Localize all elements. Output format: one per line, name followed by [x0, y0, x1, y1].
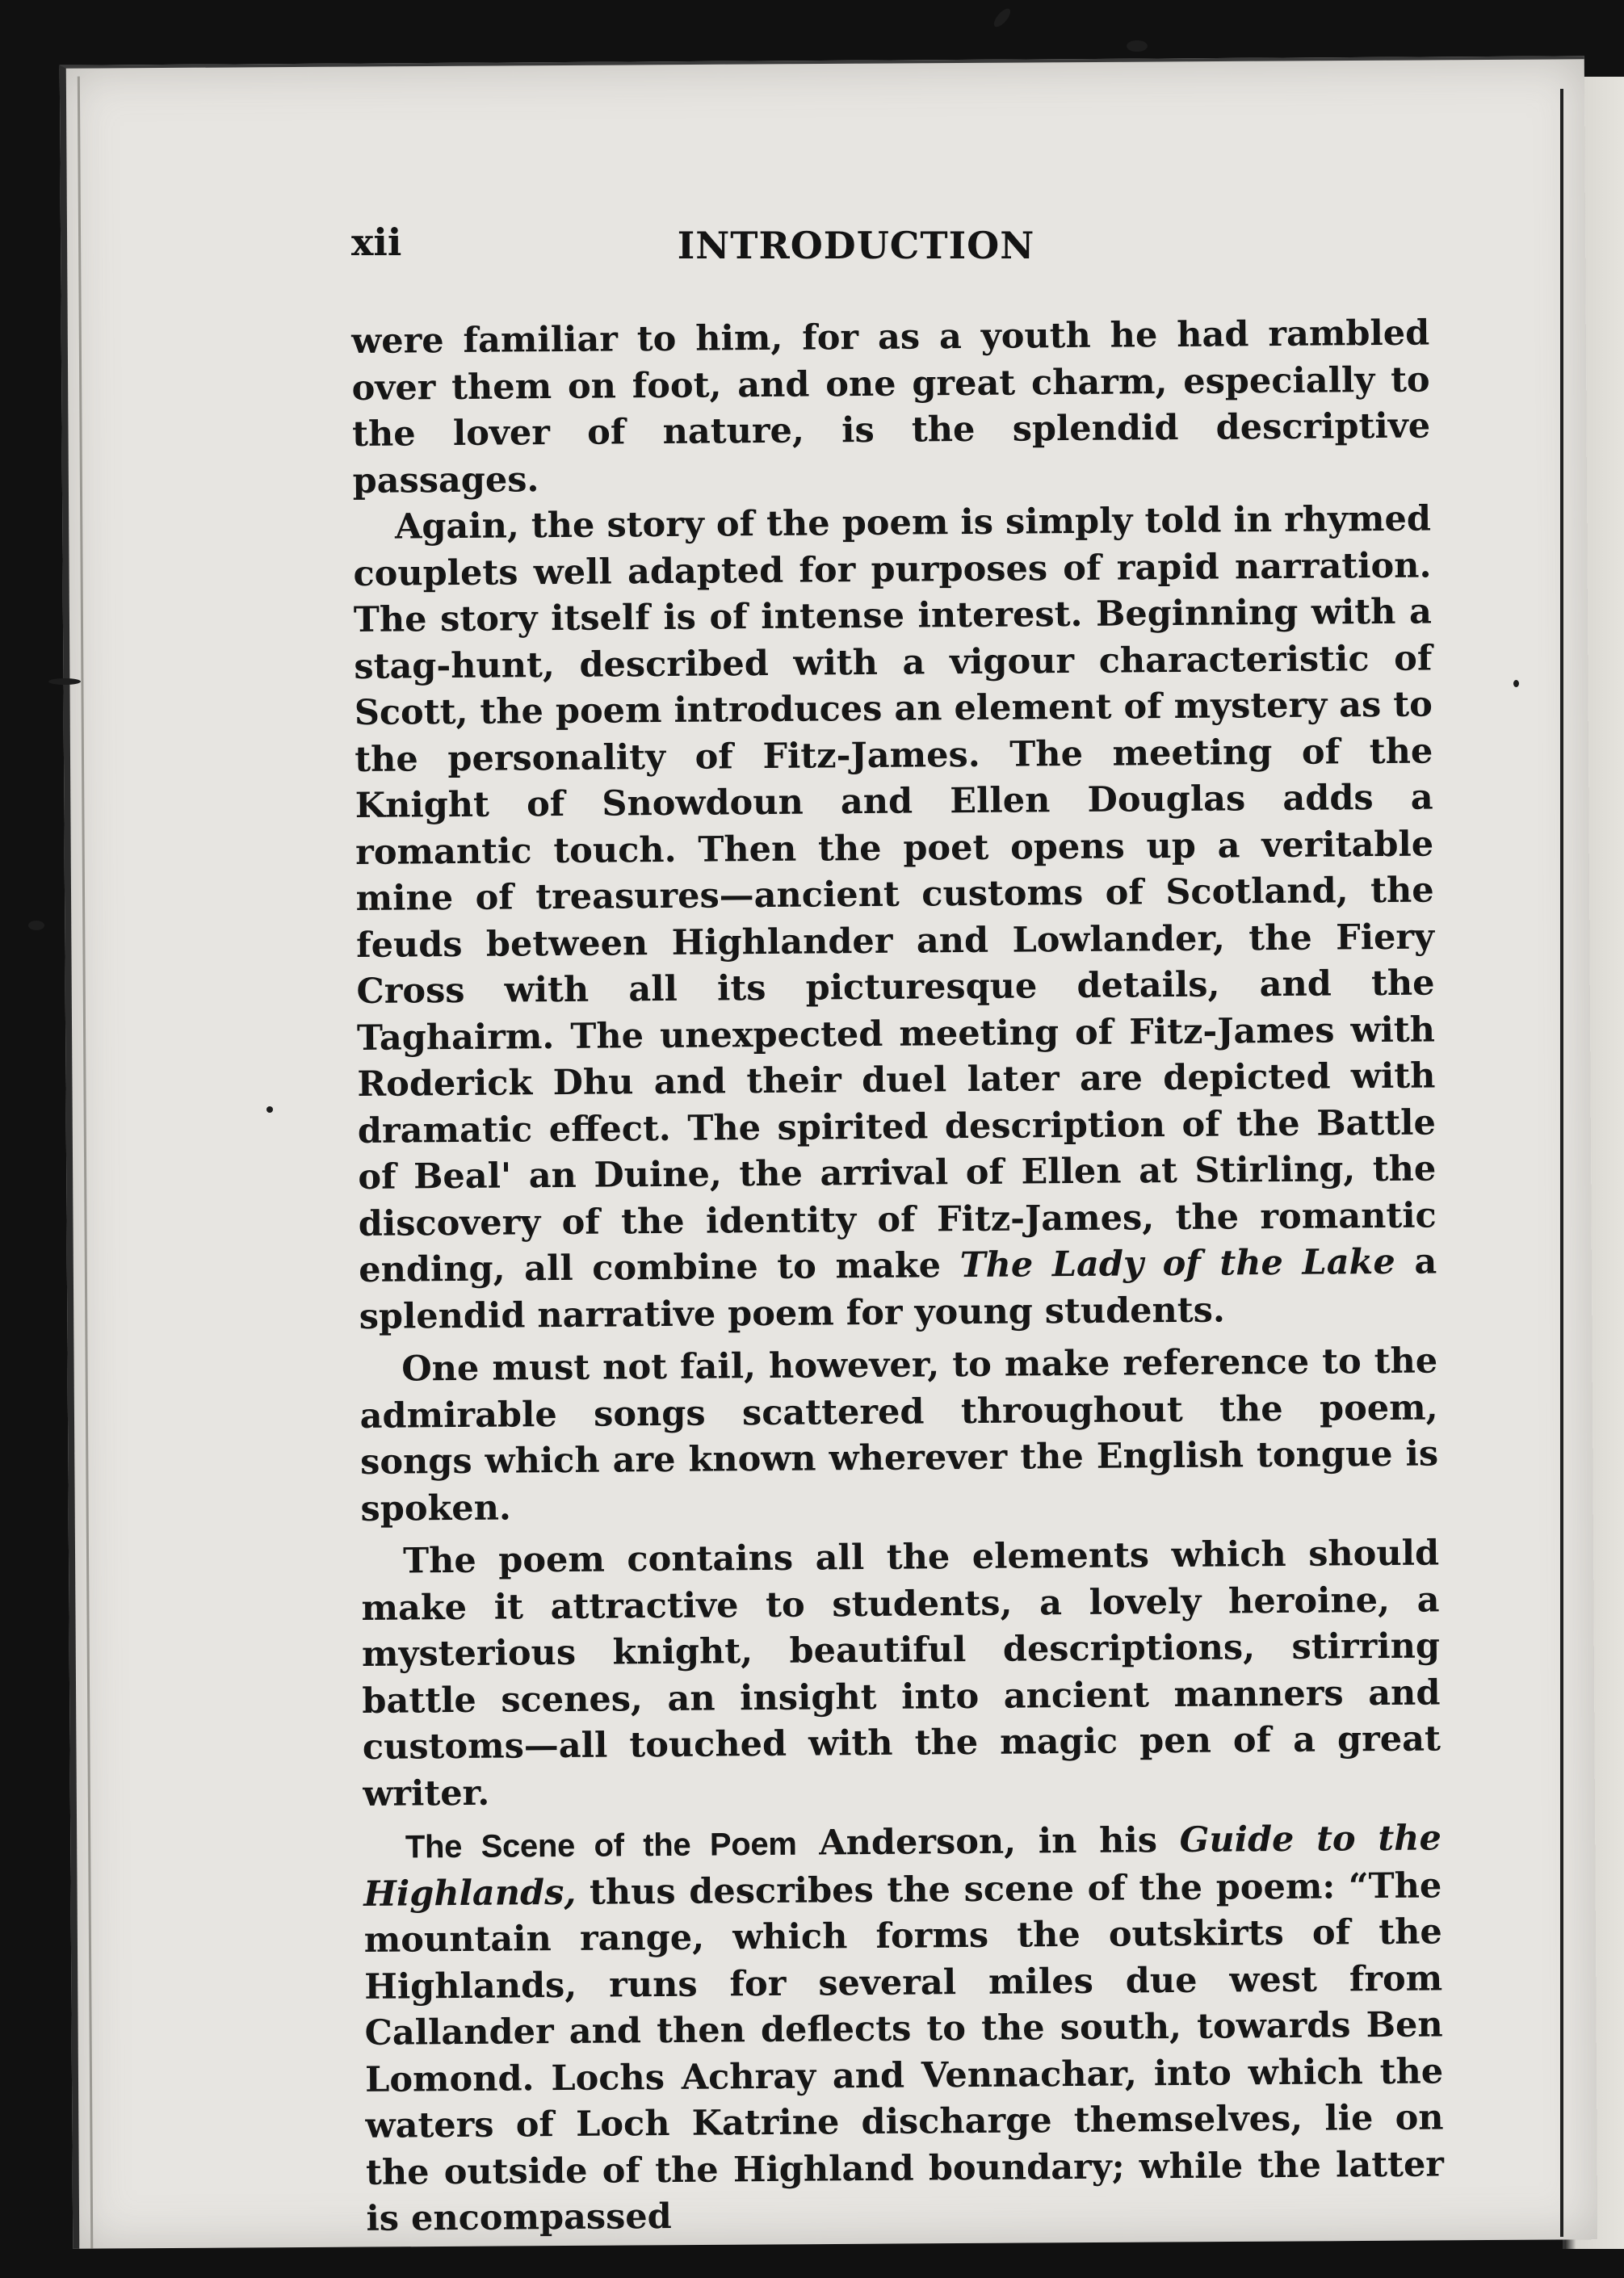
paragraph-5 — [363, 1815, 1445, 2242]
running-title: INTRODUCTION — [677, 224, 1035, 267]
paragraph-3: One must not fail, however, to make reference to the admirable songs scattered throughout the poem, songs which are known wherever the English tongue is spoken. — [359, 1340, 1439, 1529]
page-number: xii — [351, 220, 402, 264]
scan-speck — [1127, 40, 1148, 52]
running-header — [279, 214, 1433, 287]
scan-speck — [1513, 680, 1519, 687]
page-right-border — [1560, 89, 1563, 2237]
paragraph-2 — [353, 497, 1437, 1340]
scan-speck — [28, 921, 44, 930]
scan-speck — [48, 678, 81, 685]
body-text — [351, 311, 1445, 2243]
scan-speck — [266, 1106, 273, 1113]
paragraph-2-text: Again, the story of the poem is simply told in rhymed couplets well adapted for purposes of rapid narration. The story itself is of intense interest. Beginning with a stag-hunt, described with a vigour characteristic of Scott, the poem introduces an element of mystery as to the personality of Fitz-James. The meeting of the Knight of Snowdoun and Ellen Douglas adds a romantic touch. Then the poet opens up a veritable mine of treasures—ancient customs of Scotland, the feuds between Highlander and Lowlander, the Fiery Cross with all its picturesque details, and the Taghairm. The unexpected meeting of Fitz-James with Roderick Dhu and their duel later are depicted with dramatic effect. The spirited description of the Battle of Beal' an Duine, the arrival of Ellen at Stirling, the discovery of the identity of Fitz-James, the romantic ending, all combine to make — [353, 498, 1437, 1290]
paragraph-1: were familiar to him, for as a youth he had rambled over them on foot, and one great charm, especially to the lover of nature, is the splendid descriptive passages. — [351, 313, 1431, 501]
paragraph-2-italic-title: The Lady of the Lake — [959, 1241, 1395, 1286]
paragraph-5-italic-title: Guide to the Highlands, — [363, 1818, 1442, 1915]
paragraph-5-text-b: thus describes the scene of the poem: “The mountain range, which forms the outskirts of the Highlands, runs for several miles due west from Callander and then deflects to the south, towards Ben Lomond. Lochs Achray and Vennachar, into which the waters of Loch Katrine discharge themselves, lie on the outside of the Highland boundary; while the latter is encompassed — [363, 1865, 1445, 2239]
paragraph-2-end: a splendid narrative poem for young students. — [359, 1241, 1437, 1337]
paragraph-4: The poem contains all the elements which should make it attractive to students, a lovely heroine, a mysterious knight, beautiful descriptions, stirring battle scenes, an insight into ancient manners and customs—all touched with the magic pen of a great writer. — [361, 1533, 1441, 1814]
section-side-head: The Scene of the Poem — [405, 1826, 797, 1865]
paragraph-5-text-a: Anderson, in his — [796, 1820, 1180, 1864]
